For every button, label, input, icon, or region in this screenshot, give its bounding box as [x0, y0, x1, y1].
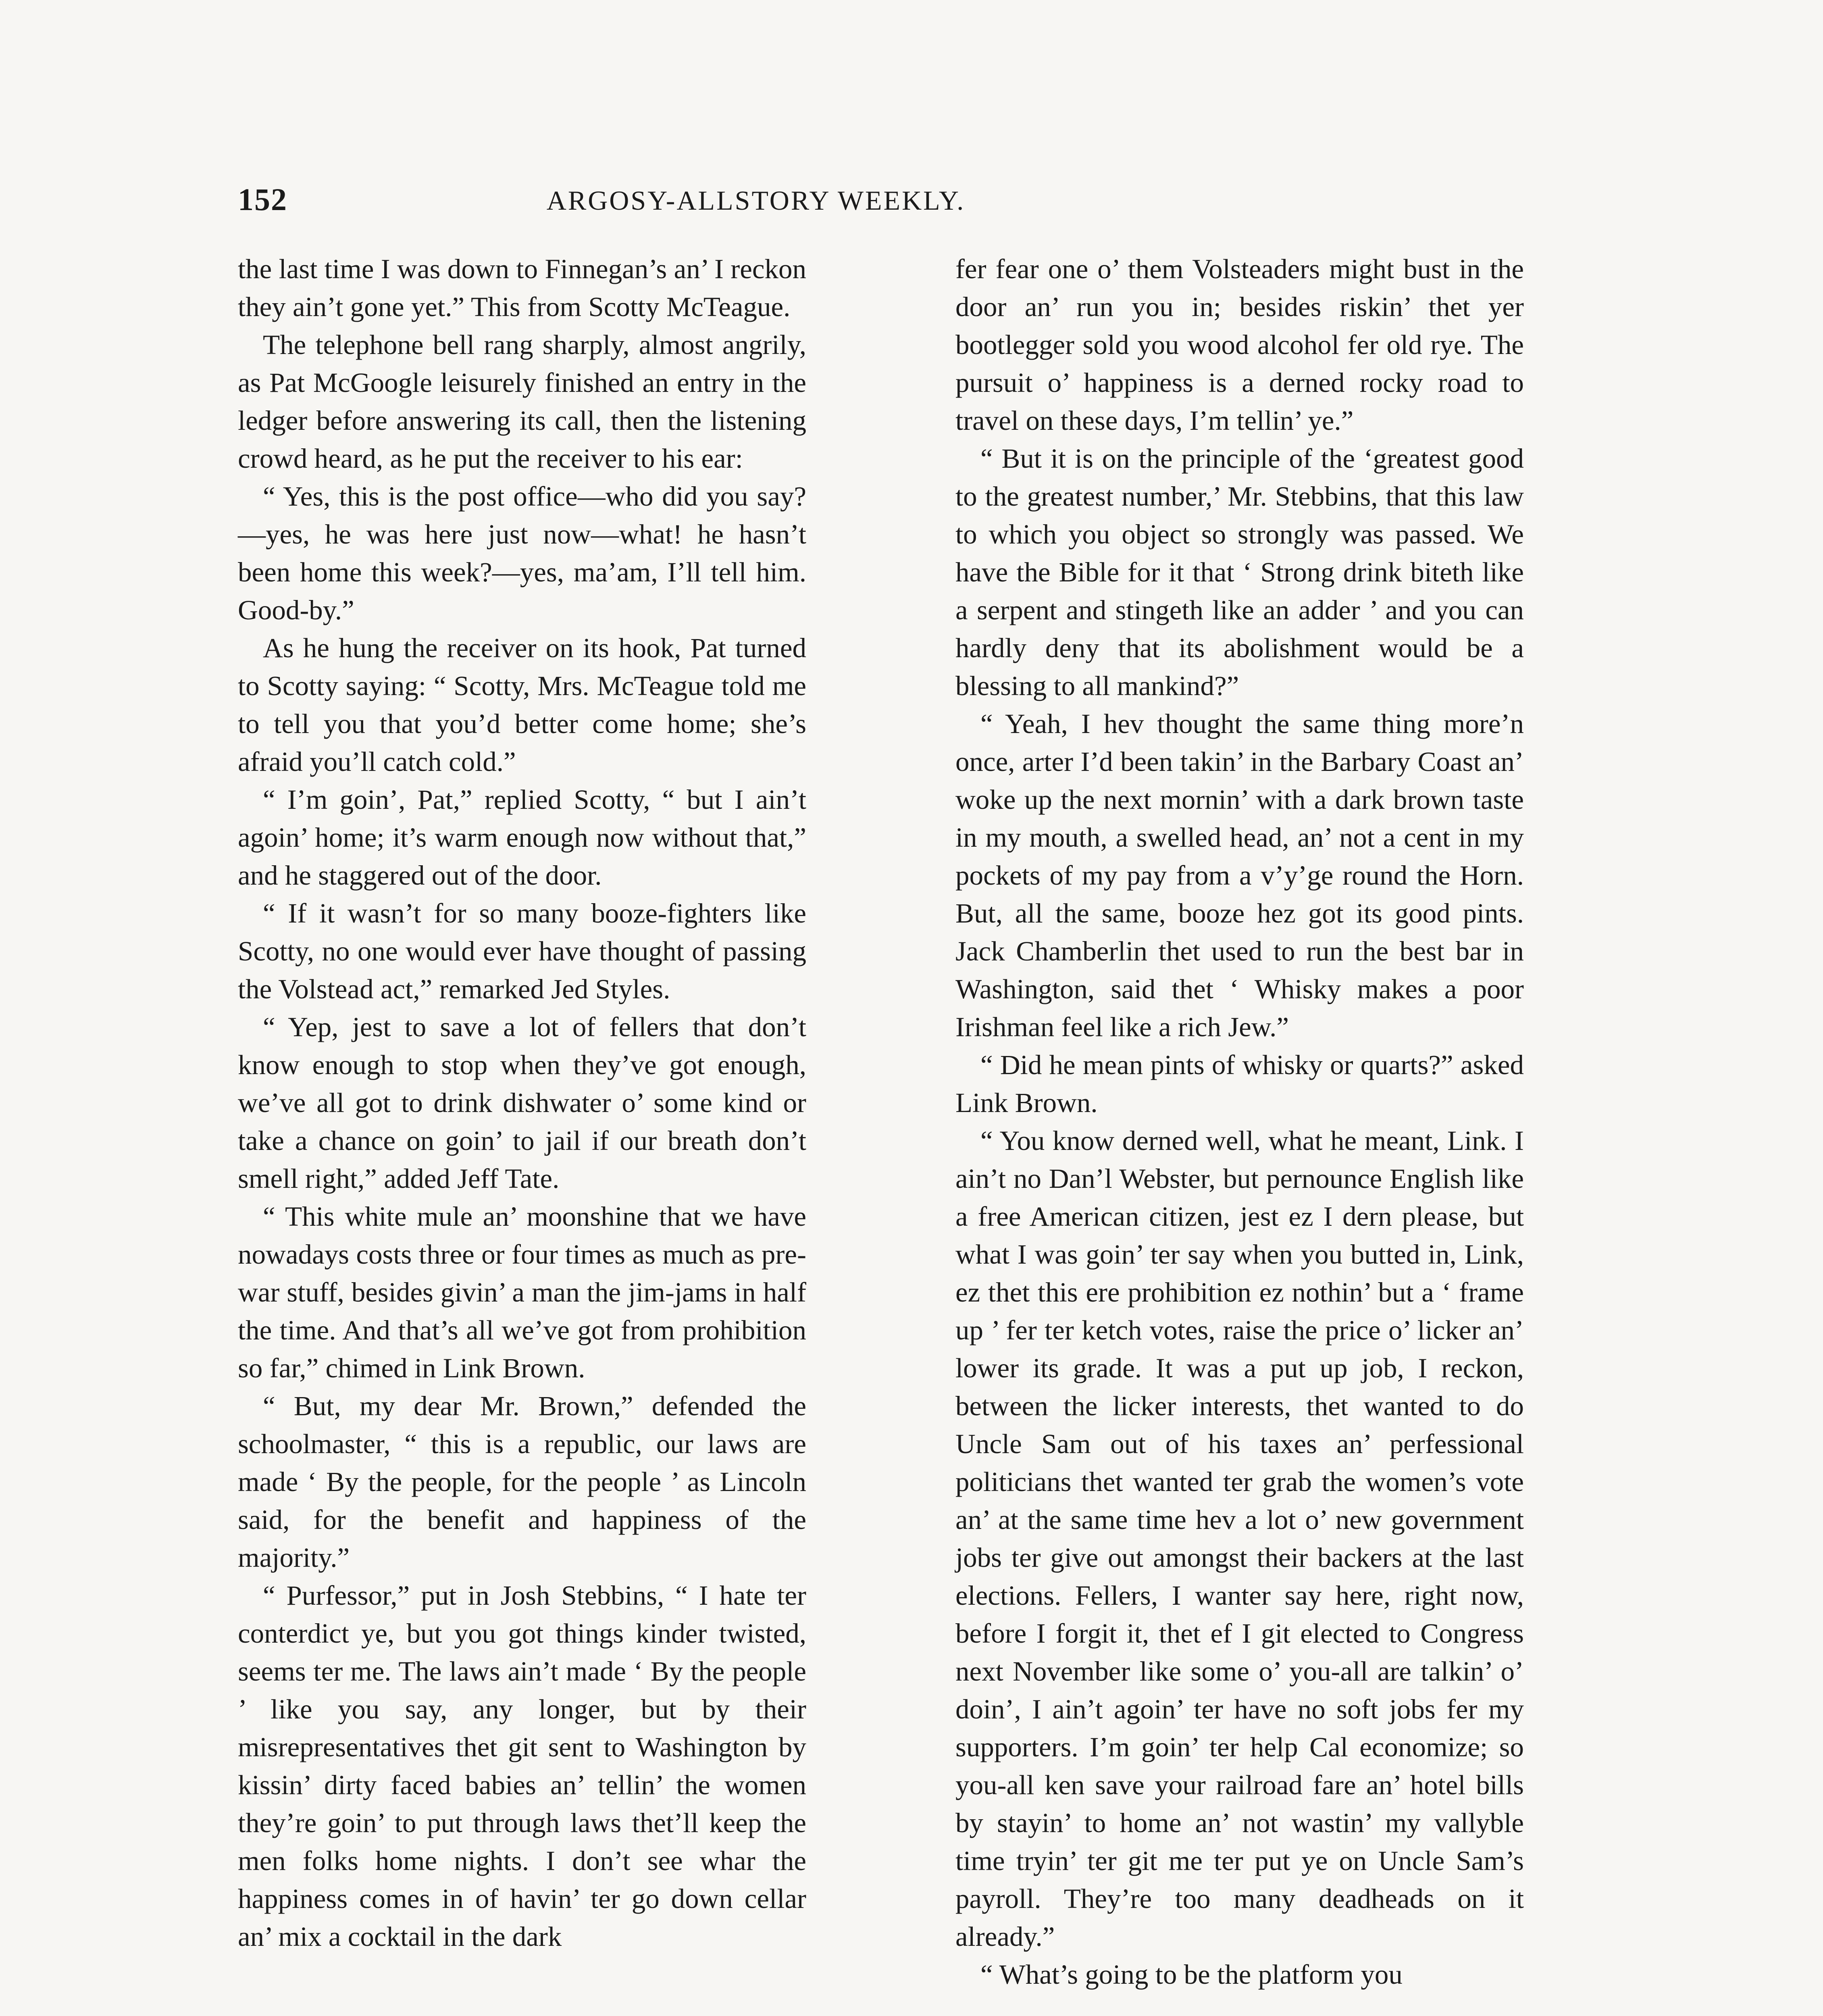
paragraph: “ Did he mean pints of whisky or quarts?” asked Link Brown.: [955, 1050, 1524, 1118]
paragraph: “ Yeah, I hev thought the same thing more’n once, arter I’d been takin’ in the Barbary Coast an’ woke up the next mornin’ with a dark brown taste in my mouth, a swelled head, an’ not a cent in my pockets of my pay from a v’y’ge round the Horn. But, all the same, booze hez got its good pints. Jack Chamberlin thet used to run the best bar in Washington, said thet ‘ Whisky makes a poor Irishman feel like a rich Jew.”: [955, 708, 1524, 1042]
right-text-column: [955, 250, 1524, 1993]
running-title: ARGOSY-ALLSTORY WEEKLY.: [546, 185, 966, 216]
paragraph: The telephone bell rang sharply, almost angrily, as Pat McGoogle leisurely finished an entry in the ledger before answering its call, then the listening crowd heard, as he put the receiver to his ear:: [238, 329, 806, 474]
paragraph: “ If it wasn’t for so many booze-fighters like Scotty, no one would ever have thought of passing the Volstead act,” remarked Jed Styles.: [238, 898, 806, 1004]
paragraph: “ Yep, jest to save a lot of fellers that don’t know enough to stop when they’ve got enough, we’ve all got to drink dishwater o’ some kind or take a chance on goin’ to jail if our breath don’t smell right,” added Jeff Tate.: [238, 1012, 806, 1194]
paragraph: fer fear one o’ them Volsteaders might bust in the door an’ run you in; besides riskin’ thet yer bootlegger sold you wood alcohol fer old rye. The pursuit o’ happiness is a derned rocky road to travel on these days, I’m tellin’ ye.”: [955, 254, 1524, 436]
paragraph: “ But, my dear Mr. Brown,” defended the schoolmaster, “ this is a republic, our laws are made ‘ By the people, for the people ’ as Lincoln said, for the benefit and happiness of the majority.”: [238, 1391, 806, 1573]
paragraph: “ This white mule an’ moonshine that we have nowadays costs three or four times as much as pre-war stuff, besides givin’ a man the jim-jams in half the time. And that’s all we’ve got from prohibition so far,” chimed in Link Brown.: [238, 1201, 806, 1383]
page-number: 152: [238, 182, 287, 217]
paragraph: “ But it is on the principle of the ‘greatest good to the greatest number,’ Mr. Stebbins, that this law to which you object so strongly was passed. We have the Bible for it that ‘ Strong drink biteth like a serpent and stingeth like an adder ’ and you can hardly deny that its abolishment would be a blessing to all mankind?”: [955, 443, 1524, 701]
page-header: [238, 177, 1274, 234]
left-text-column: [238, 250, 806, 1956]
paragraph: “ Yes, this is the post office—who did you say?—yes, he was here just now—what! he hasn’t been home this week?—yes, ma’am, I’ll tell him. Good-by.”: [238, 481, 806, 625]
paragraph: “ I’m goin’, Pat,” replied Scotty, “ but I ain’t agoin’ home; it’s warm enough now without that,” and he staggered out of the door.: [238, 784, 806, 891]
paragraph: “ You know derned well, what he meant, Link. I ain’t no Dan’l Webster, but pernounce English like a free American citizen, jest ez I dern please, but what I was goin’ ter say when you butted in, Link, ez thet this ere prohibition ez nothin’ but a ‘ frame up ’ fer ter ketch votes, raise the price o’ licker an’ lower its grade. It was a put up job, I reckon, between the licker interests, thet wanted to do Uncle Sam out of his taxes an’ perfessional politicians thet wanted ter grab the women’s vote an’ at the same time hev a lot o’ new government jobs ter give out amongst their backers at the last elections. Fellers, I wanter say here, right now, before I forgit it, thet ef I git elected to Congress next November like some o’ you-all are talkin’ o’ doin’, I ain’t agoin’ ter have no soft jobs fer my supporters. I’m goin’ ter help Cal economize; so you-all ken save your railroad fare an’ hotel bills by stayin’ to home an’ not wastin’ my vallyble time tryin’ ter git me ter put ye on Uncle Sam’s payroll. They’re too many deadheads on it already.”: [955, 1125, 1524, 1952]
paragraph: “ What’s going to be the platform you: [980, 1959, 1403, 1990]
paragraph: the last time I was down to Finnegan’s an’ I reckon they ain’t gone yet.” This from Scotty McTeague.: [238, 254, 806, 322]
paragraph: As he hung the receiver on its hook, Pat turned to Scotty saying: “ Scotty, Mrs. McTeague told me to tell you that you’d better come home; she’s afraid you’ll catch cold.”: [238, 633, 806, 777]
paragraph: “ Purfessor,” put in Josh Stebbins, “ I hate ter conterdict ye, but you got things kinder twisted, seems ter me. The laws ain’t made ‘ By the people ’ like you say, any longer, but by their misrepresentatives thet git sent to Washington by kissin’ dirty faced babies an’ tellin’ the women they’re goin’ to put through laws thet’ll keep the men folks home nights. I don’t see whar the happiness comes in of havin’ ter go down cellar an’ mix a cocktail in the dark: [238, 1580, 806, 1952]
